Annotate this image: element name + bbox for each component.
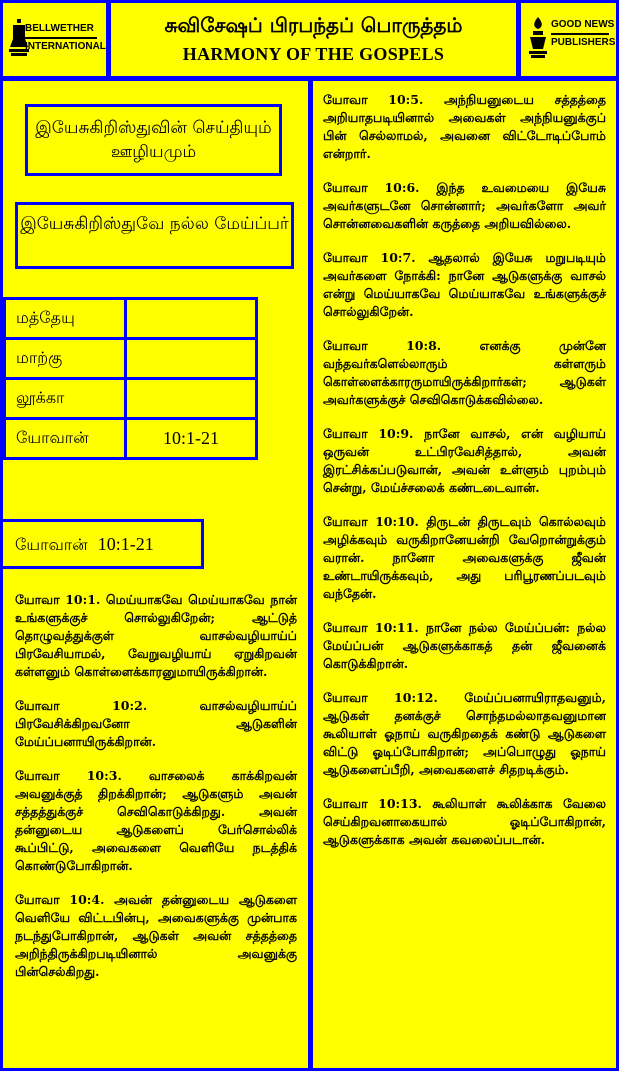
gospel-ref (126, 339, 257, 379)
verse: யோவா 10:1. மெய்யாகவே மெய்யாகவே நான் உங்களுக்குச் சொல்லுகிறேன்; ஆட்டுத் தொழுவத்துக்குள் வாசல்வழியாய்ப் பிரவேசியாமல், வேறுவழியாய் ஏறுகிறவன் கள்ளனும் கொள்ளைக்காரனுமாயிருக்கிறான். (15, 592, 297, 679)
table-row (5, 299, 257, 339)
bellwether-logo-text (25, 23, 106, 53)
reading-reference (3, 519, 204, 569)
verse: யோவா 10:3. வாசலைக் காக்கிறவன் அவனுக்குத் திறக்கிறான்; ஆடுகளும் அவன் சத்தத்துக்குச் செவிகொடுக்கிறது. அவன் தன்னுடைய ஆடுகளைப் பேர்சொல்லிக் கூப்பிட்டு, அவைகளை வெளியே நடத்திக் கொண்டுபோகிறான். (15, 768, 297, 873)
good-news-logo-text (551, 19, 615, 49)
verse: யோவா 10:2. வாசல்வழியாய்ப் பிரவேசிக்கிறவனோ ஆடுகளின் மேய்ப்பனாயிருக்கிறான். (15, 698, 297, 749)
verse: யோவா 10:12. மேய்ப்பனாயிராதவனும், ஆடுகள் தனக்குச் சொந்தமல்லாதவனுமான கூலியாள் ஓநாய் வருகிறதைக் கண்டு ஆடுகளை விட்டு ஓடிப்போகிறான்; அப்பொழுது ஓநாய் ஆடுகளைப்பீறி, அவைகளைச் சிதறடிக்கும். (323, 690, 606, 777)
section-heading: இயேசுகிறிஸ்துவின் செய்தியும் ஊழியமும் (25, 104, 282, 176)
logo-right-line1: GOOD NEWS (551, 19, 615, 30)
verse: யோவா 10:7. ஆதலால் இயேசு மறுபடியும் அவர்களை நோக்கி: நானே ஆடுகளுக்கு வாசல் என்று மெய்யாகவே மெய்யாகவே உங்களுக்குச் சொல்லுகிறேன். (323, 250, 606, 319)
gospel-name: மாற்கு (5, 339, 126, 379)
gospel-ref (126, 379, 257, 419)
verse: யோவா 10:13. கூலியாள் கூலிக்காக வேலை செய்கிறவனாகையால் ஓடிப்போகிறான், ஆடுகளுக்காக அவன் கவலைப்படான். (323, 796, 606, 847)
reading-book: யோவான் (15, 535, 88, 554)
title-tamil: சுவிசேஷப் பிரபந்தப் பொருத்தம் (164, 13, 463, 37)
verse: யோவா 10:11. நானே நல்ல மேய்ப்பன்: நல்ல மேய்ப்பன் ஆடுகளுக்காகத் தன் ஜீவனைக் கொடுக்கிறான். (323, 620, 606, 671)
gospel-reference-table (3, 297, 258, 460)
verse: யோவா 10:5. அந்நியனுடைய சத்தத்தை அறியாதபடியினால் அவைகள் அந்நியனுக்குப் பின் செல்லாமல், அவனை விட்டோடிப்போம் என்றார். (323, 92, 606, 161)
right-column (313, 81, 616, 1068)
verse: யோவா 10:9. நானே வாசல், என் வழியாய் ஒருவன் உட்பிரவேசித்தால், அவன் இரட்சிக்கப்படுவான், அவன் உள்ளும் புறம்பும் சென்று, மேய்ச்சலைக் கண்டடைவான். (323, 426, 606, 495)
gospel-name: மத்தேயு (5, 299, 126, 339)
gospel-ref: 10:1-21 (126, 419, 257, 459)
table-row (5, 419, 257, 459)
table-row (5, 339, 257, 379)
reading-ref: 10:1-21 (97, 534, 154, 554)
verses-left (15, 591, 297, 997)
left-column (3, 81, 308, 1068)
title-english: HARMONY OF THE GOSPELS (182, 44, 445, 64)
verses-right (323, 91, 606, 865)
verse: யோவா 10:6. இந்த உவமையை இயேசு அவர்களுடனே சொன்னார்; அவர்களோ அவர் சொன்னவைகளின் கருத்தை அறியவில்லை. (323, 180, 606, 231)
good-news-logo (521, 3, 616, 76)
gospel-name: யோவான் (5, 419, 126, 459)
passage-heading: இயேசுகிறிஸ்துவே நல்ல மேய்ப்பர் (15, 202, 294, 269)
bellwether-logo (3, 3, 106, 76)
gospel-ref (126, 299, 257, 339)
verse: யோவா 10:4. அவன் தன்னுடைய ஆடுகளை வெளியே விட்டபின்பு, அவைகளுக்கு முன்பாக நடந்துபோகிறான், ஆடுகள் அவன் சத்தத்தை அறிந்திருக்கிறபடியினால் அவனுக்கு பின்செல்கிறது. (15, 892, 297, 979)
verse: யோவா 10:8. எனக்கு முன்னே வந்தவர்களெல்லாரும் கள்ளரும் கொள்ளைக்காரருமாயிருக்கிறார்கள்; ஆடுகள் அவர்களுக்குச் செவிகொடுக்கவில்லை. (323, 338, 606, 407)
lamp-icon (527, 15, 549, 59)
logo-left-line2: INTERNATIONAL (25, 41, 106, 52)
gospel-name: லூக்கா (5, 379, 126, 419)
logo-left-line1: BELLWETHER (25, 23, 94, 34)
verse: யோவா 10:10. திருடன் திருடவும் கொல்லவும் அழிக்கவும் வருகிறானேயன்றி வேறொன்றுக்கும் வரான். நானோ அவைகளுக்கு ஜீவன் உண்டாயிருக்கவும், அது பரிபூரணப்படவும் வந்தேன். (323, 514, 606, 601)
logo-right-line2: PUBLISHERS (551, 37, 616, 48)
table-row (5, 379, 257, 419)
header-title-box (111, 3, 516, 76)
